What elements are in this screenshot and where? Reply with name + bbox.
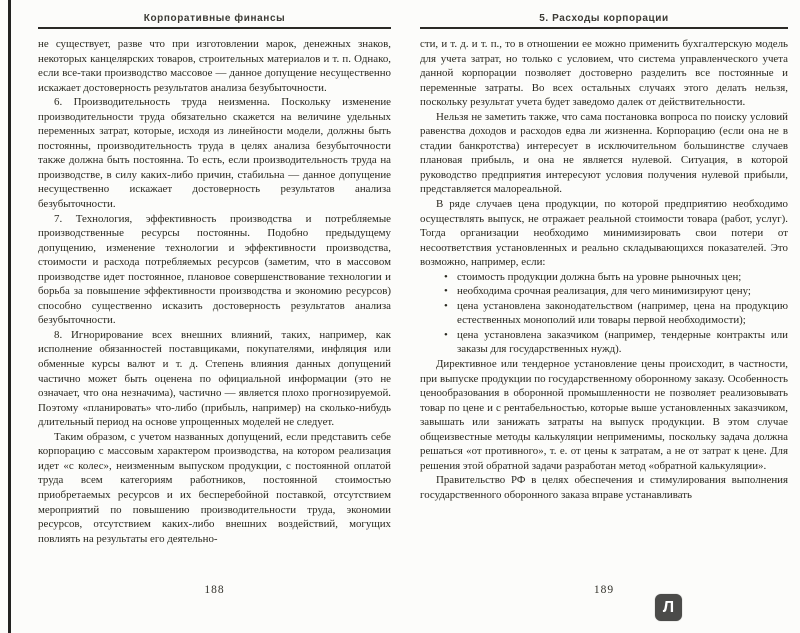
list-item-text: необходима срочная реализация, для чего минимизируют цену; xyxy=(457,285,751,298)
list-item xyxy=(420,328,788,357)
header-rule-right xyxy=(420,27,788,29)
bullet-icon: • xyxy=(444,270,448,283)
body-paragraph: Таким образом, с учетом названных допущений, если представить себе корпорацию с массовым характером производства, на котором реализация идет «с колес», неизменным выпуском продукции, с постоянной оплатой труда всем категориям работников, постоянной стоимостью приобретаемых ресурсов и их бесперебойной поставкой, отсутствием мероприятий по повышению производительности труда, экономии ресурсов, отсутствием каких-либо внешних воздействий, могущих повлиять на результаты его деятельно- xyxy=(38,430,391,545)
labirint-logo-icon[interactable]: Л xyxy=(655,594,682,621)
list-item-text: цена установлена законодательством (например, цена на продукцию естественных монополий или товары первой необходимости); xyxy=(457,299,788,327)
body-paragraph: Нельзя не заметить также, что сама постановка вопроса по поиску условий равенства доходов и расходов едва ли жизненна. Корпорацию (если она не в стадии банкротства) интересует в исключительном большинстве случаев плановая прибыль, и она не является нулевой. Ситуация, в которой руководство предприятия интересуют условия получения нулевой прибыли, представляется малореальной. xyxy=(420,110,788,196)
page-number-left: 188 xyxy=(204,584,225,596)
bullet-icon: • xyxy=(444,285,448,298)
list-item-text: стоимость продукции должна быть на уровне рыночных цен; xyxy=(457,270,742,283)
list-item-text: цена установлена заказчиком (например, тендерные контракты или заказы для государственных нужд). xyxy=(457,328,788,356)
body-paragraph: сти, и т. д. и т. п., то в отношении ее можно применить бухгалтерскую модель для учета затрат, но только с условием, что система управленческого учета данной корпорации позволяет достоверно разделить все постоянные и переменные затраты. Во всех остальных случаях этого делать нельзя, поскольку результат учета будет заведомо далек от действительности. xyxy=(420,38,788,109)
body-paragraph: Директивное или тендерное установление цены происходит, в частности, при выпуске продукции по государственному оборонному заказу. Особенность ценообразования в оборонной промышленности не позволяет реализовывать товар по цене и с рентабельностью, которые выше установленных заказчиком, завышать или занижать затраты на выпуск продукции. В этом случае общеизвестные методы калькуляции неприменимы, поскольку задача должна решаться «от противного», т. е. от цены к затратам, а не от затрат к цене. Для решения этой обратной задачи разработан метод «обратной калькуляции». xyxy=(420,358,788,472)
body-paragraph: не существует, разве что при изготовлении марок, денежных знаков, некоторых канцелярских товаров, строительных материалов и т. п. Однако, если все-таки производство массовое — данное допущение несущественно искажает достоверность результатов анализа безубыточности. xyxy=(38,38,391,94)
body-text-left xyxy=(38,37,391,546)
running-head-left: Корпоративные финансы xyxy=(143,13,286,24)
body-paragraph: 6. Производительность труда неизменна. Поскольку изменение производительности труда обязательно скажется на величине удельных переменных затрат, которые, исходя из линейности модели, должны быть постоянны, производительность труда в целях анализа безубыточности также должна быть постоянна. То есть, если производительность труда на производстве, в силу каких-либо причин, стабильна — данное допущение несущественно искажает достоверность результатов анализа безубыточности. xyxy=(38,96,391,211)
body-paragraph: Правительство РФ в целях обеспечения и стимулирования выполнения государственного оборонного заказа вправе устанавливать xyxy=(420,474,788,501)
body-text-right xyxy=(420,37,788,503)
bullet-icon: • xyxy=(444,328,448,341)
page-left xyxy=(38,0,391,633)
body-paragraph: В ряде случаев цена продукции, по которой предприятию необходимо осуществлять выпуск, не отражает реальной стоимости товара (работ, услуг). Тогда организации необходимо минимизировать свои потери от несоответствия установленных и реально складывающихся показателей. Это возможно, например, если: xyxy=(420,198,788,269)
list-item xyxy=(420,270,788,285)
body-paragraph: 8. Игнорирование всех внешних влияний, таких, например, как исполнение обязанностей поставщиками, покупателями, инфляция или обменные курсы валют и т. д. Степень влияния данных допущений частично может быть оценена по официальной информации (это не означает, что она незначима), частично — является плохо прогнозируемой. Поэтому «планировать» что-либо (прибыль, например) на сколько-нибудь длительный период на основе упрощенных моделей не следует. xyxy=(38,328,391,429)
list-item xyxy=(420,284,788,299)
bullet-icon: • xyxy=(444,299,448,312)
body-paragraph: 7. Технология, эффективность производства и потребляемые производственные ресурсы постоянны. Подобно предыдущему допущению, изменение технологии и эффективности производства, стоимости и расхода потребляемых ресурсов (заметим, что в массовом производстве идет постоянное, плановое совершенствование технологии и борьба за повышение эффективности производства и экономию ресурсов) способно существенно исказить достоверность результатов анализа безубыточности. xyxy=(38,212,391,327)
running-head-right: 5. Расходы корпорации xyxy=(539,13,669,24)
list-item xyxy=(420,299,788,328)
book-spine-shadow xyxy=(8,0,11,633)
header-rule-left xyxy=(38,27,391,29)
page-number-right: 189 xyxy=(593,584,615,596)
page-right xyxy=(420,0,788,633)
